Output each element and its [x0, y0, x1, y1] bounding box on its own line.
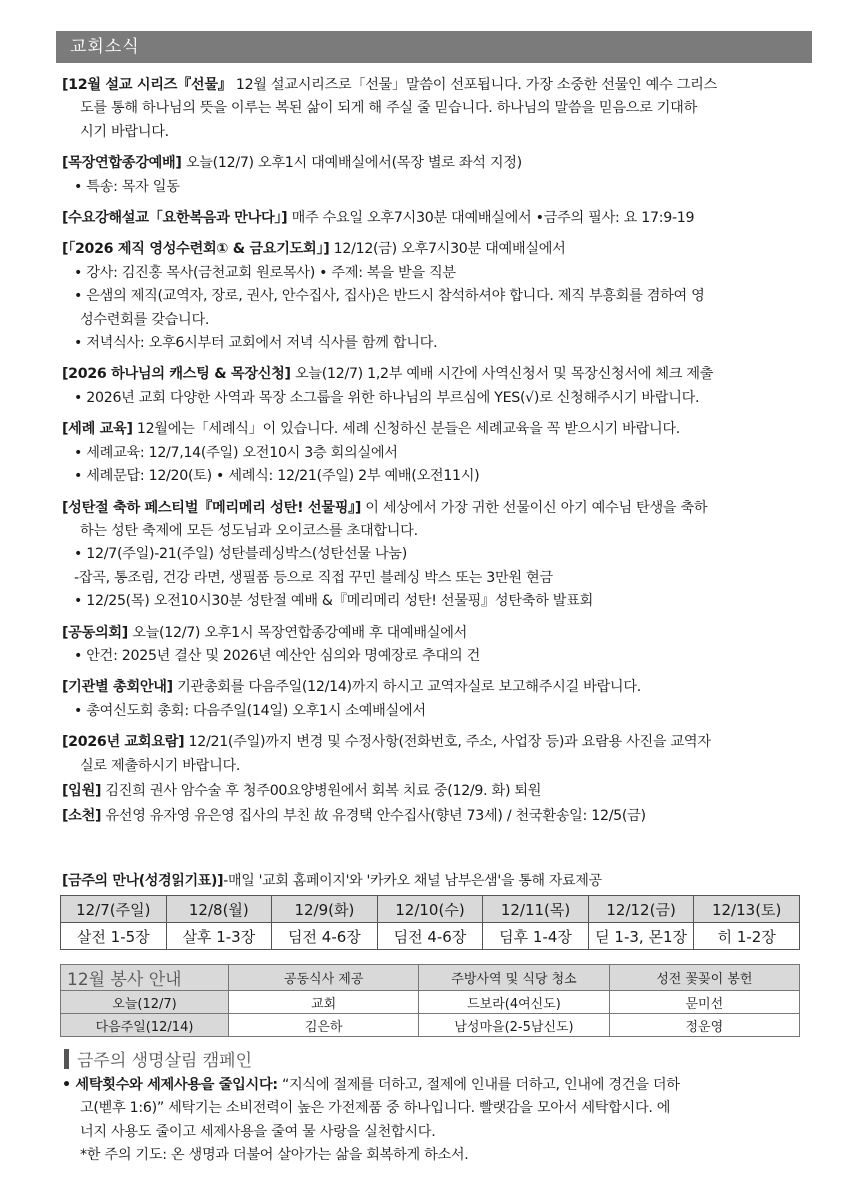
news-tag: [「2026 제직 영성수련회① & 금요기도회」]	[62, 241, 330, 258]
news-tag: [2026 하나님의 캐스팅 & 목장신청]	[62, 366, 291, 383]
news-tag: [성탄절 축하 페스티벌『메리메리 성탄! 선물핑』]	[62, 499, 362, 516]
service-header: 공동식사 제공	[229, 965, 419, 991]
section-title: 교회소식	[70, 37, 140, 57]
reading-day: 12/10(수)	[377, 896, 483, 923]
reading-passage: 딤전 4-6장	[377, 923, 483, 950]
service-title: 12월 봉사 안내	[61, 965, 229, 991]
news-text: 김진희 권사 암수술 후 청주00요양병원에서 회복 치료 중(12/9. 화) 퇴원	[105, 782, 542, 799]
news-text: 오늘(12/7) 1,2부 예배 시간에 사역신청서 및 목장신청서에 체크 제출	[294, 366, 714, 383]
service-row	[61, 1014, 800, 1037]
service-header: 주방사역 및 식당 청소	[419, 965, 609, 991]
reading-passage: 딤전 4-6장	[272, 923, 378, 950]
reading-day: 12/11(목)	[483, 896, 589, 923]
campaign-text: 고(벧후 1:6)” 세탁기는 소비전력이 높은 가전제품 중 하나입니다. 빨랫감을 모아서 세탁합시다. 에	[80, 1100, 671, 1117]
news-item-baptism	[62, 418, 814, 488]
reading-day: 12/7(주일)	[61, 896, 167, 923]
campaign-bar-marker	[64, 1049, 69, 1069]
news-sub: • 세례문답: 12/20(토) • 세례식: 12/21(주일) 2부 예배(오전11시)	[74, 468, 480, 485]
news-text: 오늘(12/7) 오후1시 대예배실에서(목장 별로 좌석 지정)	[185, 155, 522, 172]
service-cell: 정운영	[609, 1014, 799, 1037]
service-row-label: 오늘(12/7)	[61, 991, 229, 1014]
reading-note: -매일 '교회 홈페이지'와 '카카오 채널 남부은샘'을 통해 자료제공	[223, 873, 602, 889]
reading-header	[62, 870, 602, 890]
news-text: 오늘(12/7) 오후1시 목장연합종강예배 후 대예배실에서	[132, 624, 468, 641]
news-sub: • 강사: 김진홍 목사(금천교회 원로목사) • 주제: 복을 받을 직분	[74, 264, 456, 281]
service-cell: 김은하	[229, 1014, 419, 1037]
news-text: 12월 설교시리즈로「선물」말씀이 선포됩니다. 가장 소중한 선물인 예수 그리스	[235, 77, 717, 93]
news-text: 이 세상에서 가장 귀한 선물이신 아기 예수님 탄생을 축하	[365, 499, 708, 516]
news-text: 도를 통해 하나님의 뜻을 이루는 복된 삶이 되게 해 주실 줄 믿습니다. 하나님의 말씀을 믿음으로 기대하	[80, 100, 697, 117]
news-item-directory	[62, 731, 814, 778]
news-tag: [소천]	[62, 808, 102, 825]
section-header	[56, 31, 812, 63]
news-tag: [목장연합종강예배]	[62, 155, 182, 172]
news-item-sermon-series	[62, 74, 814, 144]
service-row-label: 다음주일(12/14)	[61, 1014, 229, 1037]
news-item-obituary	[62, 805, 814, 828]
bible-reading-table	[60, 895, 800, 950]
news-item-hospital	[62, 780, 814, 803]
news-text: 12/12(금) 오후7시30분 대예배실에서	[333, 241, 566, 258]
campaign-text: 너지 사용도 줄이고 세제사용을 줄여 물 사랑을 실천합시다.	[80, 1123, 436, 1140]
news-tag: [2026년 교회요람]	[62, 734, 185, 751]
reading-passages-row	[61, 923, 800, 950]
campaign-header	[64, 1046, 252, 1071]
news-sub: -잡곡, 통조림, 건강 라면, 생필품 등으로 직접 꾸민 블레싱 박스 또는 3만원 현금	[74, 569, 553, 586]
reading-day: 12/12(금)	[588, 896, 694, 923]
church-news	[62, 74, 814, 837]
news-tag: [기관별 총회안내]	[62, 679, 173, 696]
service-cell: 교회	[229, 991, 419, 1014]
news-text: 하는 성탄 축제에 모든 성도님과 오이코스를 초대합니다.	[80, 522, 418, 539]
news-item-wednesday-sermon	[62, 207, 814, 230]
news-text: 실로 제출하시기 바랍니다.	[80, 757, 241, 774]
news-tag: [12월 설교 시리즈『선물』	[62, 77, 232, 93]
campaign-title: 금주의 생명살림 캠페인	[77, 1051, 253, 1071]
service-table	[60, 964, 800, 1037]
news-text: 12월에는「세례식」이 있습니다. 세례 신청하신 분들은 세례교육을 꼭 받으시기 바랍니다.	[136, 421, 680, 438]
news-item-christmas	[62, 497, 814, 614]
news-sub: • 12/25(목) 오전10시30분 성탄절 예배 &『메리메리 성탄! 선물핑』성탄축하 발표회	[74, 593, 593, 610]
news-sub: • 저녁식사: 오후6시부터 교회에서 저녁 식사를 함께 합니다.	[74, 335, 438, 352]
news-text: 시기 바랍니다.	[80, 123, 169, 140]
news-sub: • 12/7(주일)-21(주일) 성탄블레싱박스(성탄선물 나눔)	[74, 546, 407, 563]
news-sub: • 2026년 교회 다양한 사역과 목장 소그룹을 위한 하나님의 부르심에 YES(√)로 신청해주시기 바랍니다.	[74, 389, 700, 406]
news-tag: [입원]	[62, 782, 102, 799]
service-cell: 남성마을(2-5남신도)	[419, 1014, 609, 1037]
news-text: 유선영 유자영 유은영 집사의 부친 故 유경택 안수집사(향년 73세) / 천국환송일: 12/5(금)	[105, 808, 646, 825]
news-sub: • 은샘의 제직(교역자, 장로, 권사, 안수집사, 집사)은 반드시 참석하셔야 합니다. 제직 부흥회를 겸하여 영	[74, 288, 705, 305]
news-item-cell-worship	[62, 152, 814, 199]
news-text: 매주 수요일 오후7시30분 대예배실에서 •금주의 필사: 요 17:9-19	[291, 210, 695, 227]
news-sub: • 특송: 목자 일동	[74, 178, 180, 195]
news-sub: • 세례교육: 12/7,14(주일) 오전10시 3층 회의실에서	[74, 444, 398, 461]
reading-day: 12/13(토)	[694, 896, 800, 923]
news-item-casting	[62, 363, 814, 410]
service-header-row	[61, 965, 800, 991]
news-tag: [공동의회]	[62, 624, 128, 641]
reading-day: 12/9(화)	[272, 896, 378, 923]
service-cell: 문미선	[609, 991, 799, 1014]
news-item-general-assembly	[62, 676, 814, 723]
campaign-body	[62, 1074, 814, 1168]
news-tag: [수요강해설교「요한복음과 만나다」]	[62, 210, 288, 227]
reading-day: 12/8(월)	[166, 896, 272, 923]
reading-passage: 딛 1-3, 몬1장	[588, 923, 694, 950]
reading-tag: [금주의 만나(성경읽기표)]	[62, 873, 224, 889]
news-tag: [세례 교육]	[62, 421, 133, 438]
news-sub: • 안건: 2025년 결산 및 2026년 예산안 심의와 명예장로 추대의 건	[74, 647, 480, 664]
reading-passage: 히 1-2장	[694, 923, 800, 950]
news-sub: 성수련회를 갖습니다.	[80, 311, 210, 328]
service-header: 성전 꽃꽂이 봉헌	[609, 965, 799, 991]
campaign-text: “지식에 절제를 더하고, 절제에 인내를 더하고, 인내에 경건을 더하	[281, 1077, 680, 1093]
reading-passage: 딤후 1-4장	[483, 923, 589, 950]
reading-days-row	[61, 896, 800, 923]
news-text: 12/21(주일)까지 변경 및 수정사항(전화번호, 주소, 사업장 등)과 요람용 사진을 교역자	[188, 734, 711, 751]
news-sub: • 총여신도회 총회: 다음주일(14일) 오후1시 소예배실에서	[74, 702, 426, 719]
reading-passage: 살후 1-3장	[166, 923, 272, 950]
reading-passage: 살전 1-5장	[61, 923, 167, 950]
news-text: 기관총회를 다음주일(12/14)까지 하시고 교역자실로 보고해주시길 바랍니다.	[177, 679, 641, 696]
campaign-tag: • 세탁횟수와 세제사용을 줄입시다:	[62, 1077, 278, 1093]
news-item-retreat	[62, 238, 814, 355]
service-cell: 드보라(4여신도)	[419, 991, 609, 1014]
service-row	[61, 991, 800, 1014]
campaign-prayer: *한 주의 기도: 온 생명과 더불어 살아가는 삶을 회복하게 하소서.	[80, 1147, 469, 1164]
news-item-congregation-meeting	[62, 622, 814, 669]
